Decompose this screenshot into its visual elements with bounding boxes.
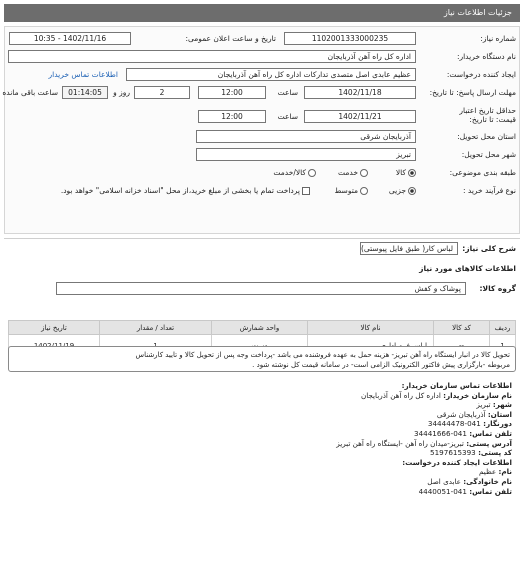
col-header: تعداد / مقدار (100, 321, 212, 335)
category-option-goods[interactable]: کالا (396, 168, 416, 177)
need-number-label: شماره نیاز: (480, 34, 516, 43)
goods-group-field: پوشاک و کفش (56, 282, 466, 295)
page-title: جزئیات اطلاعات نیاز (443, 8, 512, 17)
category-option-service[interactable]: خدمت (338, 168, 368, 177)
page-header (4, 4, 520, 22)
buyer-notes-line: تحویل کالا در انبار ایستگاه راه آهن تبریز- هزینه حمل به عهده فروشنده می باشد -پرداخت وجه پس از تحویل کالا و تایید کارشناس (135, 351, 510, 359)
radio-icon (408, 169, 416, 177)
validity-label: حداقل تاریخ اعتبار قیمت: تا تاریخ: (459, 106, 516, 124)
reply-time-field: 12:00 (198, 86, 266, 99)
remaining-label: ساعت باقی مانده (2, 88, 58, 97)
process-option-medium[interactable]: متوسط (334, 186, 368, 195)
radio-icon (408, 187, 416, 195)
validity-time-field: 12:00 (198, 110, 266, 123)
need-number-field: 1102001333000235 (284, 32, 416, 45)
contact-phone: تلفن تماس: 041-34441666 (414, 428, 512, 438)
contact-city: شهر: تبریز (476, 400, 512, 410)
row-buyer (8, 50, 516, 66)
creator-phone: تلفن تماس: 041-4440051 (418, 486, 512, 496)
goods-group-label: گروه کالا: (479, 284, 516, 293)
contact-address: آدرس پستی: تبریز-میدان راه آهن -ایستگاه راه آهن تبریز (336, 438, 512, 448)
validity-time-label: ساعت (277, 112, 298, 121)
validity-date-field: 1402/11/21 (304, 110, 416, 123)
creator-name: نام: عظیم (479, 467, 512, 477)
row-goods-info (8, 262, 516, 278)
row-reply-deadline (2, 86, 516, 102)
col-header: نام کالا (308, 321, 434, 335)
goods-info-title: اطلاعات کالاهای مورد نیاز (419, 264, 516, 273)
row-city (8, 148, 516, 164)
city-field: تبریز (196, 148, 416, 161)
contact-fax: دورنگار: 041-34444478 (427, 419, 512, 429)
city-label: شهر محل تحویل: (461, 150, 516, 159)
buyer-contact-section (12, 381, 512, 496)
general-desc-field: لباس کار( طبق فایل پیوستی) (360, 242, 458, 255)
radio-icon (360, 187, 368, 195)
contact-title: اطلاعات تماس سازمان خریدار: (401, 381, 512, 390)
reply-deadline-label: مهلت ارسال پاسخ: تا تاریخ: (429, 88, 516, 97)
row-validity (8, 104, 516, 126)
creator-family: نام خانوادگی: عابدی اصل (427, 476, 512, 486)
contact-org: نام سازمان خریدار: اداره کل راه آهن آذربایجان (360, 390, 512, 400)
province-field: آذربایجان شرقی (196, 130, 416, 143)
remaining-time-field: 01:14:05 (62, 86, 108, 99)
buyer-label: نام دستگاه خریدار: (456, 52, 516, 61)
row-creator (8, 68, 516, 84)
buyer-contact-link[interactable]: اطلاعات تماس خریدار (48, 70, 118, 79)
row-category (8, 166, 516, 182)
checkbox-icon (302, 187, 310, 195)
divider (4, 238, 520, 239)
treasury-checkbox[interactable]: پرداخت تمام یا بخشی از مبلغ خرید،از محل "اسناد خزانه اسلامی" خواهد بود. (61, 186, 310, 195)
province-label: استان محل تحویل: (457, 132, 516, 141)
announce-label: تاریخ و ساعت اعلان عمومی: (185, 34, 276, 43)
reply-time-label: ساعت (277, 88, 298, 97)
category-option-goods-service[interactable]: کالا/خدمت (273, 168, 316, 177)
row-goods-group (8, 282, 516, 298)
contact-postal: کد پستی: 5197615393 (430, 448, 512, 458)
days-label: روز و (113, 88, 130, 97)
row-need-number (8, 32, 516, 48)
table-header-row (9, 321, 516, 335)
reply-days-field: 2 (134, 86, 190, 99)
process-label: نوع فرآیند خرید : (462, 186, 516, 195)
general-desc-label: شرح کلی نیاز: (462, 244, 516, 253)
creator-info-title: اطلاعات ایجاد کننده درخواست: (402, 457, 512, 467)
buyer-notes-box (8, 346, 516, 372)
radio-icon (360, 169, 368, 177)
radio-icon (308, 169, 316, 177)
announce-field: 1402/11/16 - 10:35 (9, 32, 131, 45)
row-general-desc (8, 242, 516, 258)
process-option-minor[interactable]: جزیی (389, 186, 416, 195)
creator-field: عظیم عابدی اصل متصدی تدارکات اداره کل راه آهن آذربایجان (126, 68, 416, 81)
creator-label: ایجاد کننده درخواست: (446, 70, 516, 79)
row-process (8, 184, 516, 200)
buyer-field: اداره کل راه آهن آذربایجان (8, 50, 416, 63)
contact-province: استان: آذربایجان شرقی (436, 409, 512, 419)
col-header: واحد شمارش (212, 321, 308, 335)
category-label: طبقه بندی موضوعی: (449, 168, 516, 177)
buyer-notes-line: مربوطه -بارگزاری پیش فاکتور الکترونیک الزامی است- در سامانه قیمت کل نوشته شود . (252, 361, 510, 369)
col-header: ردیف (490, 321, 516, 335)
row-province (8, 130, 516, 146)
col-header: تاریخ نیاز (9, 321, 100, 335)
reply-date-field: 1402/11/18 (304, 86, 416, 99)
col-header: کد کالا (434, 321, 490, 335)
